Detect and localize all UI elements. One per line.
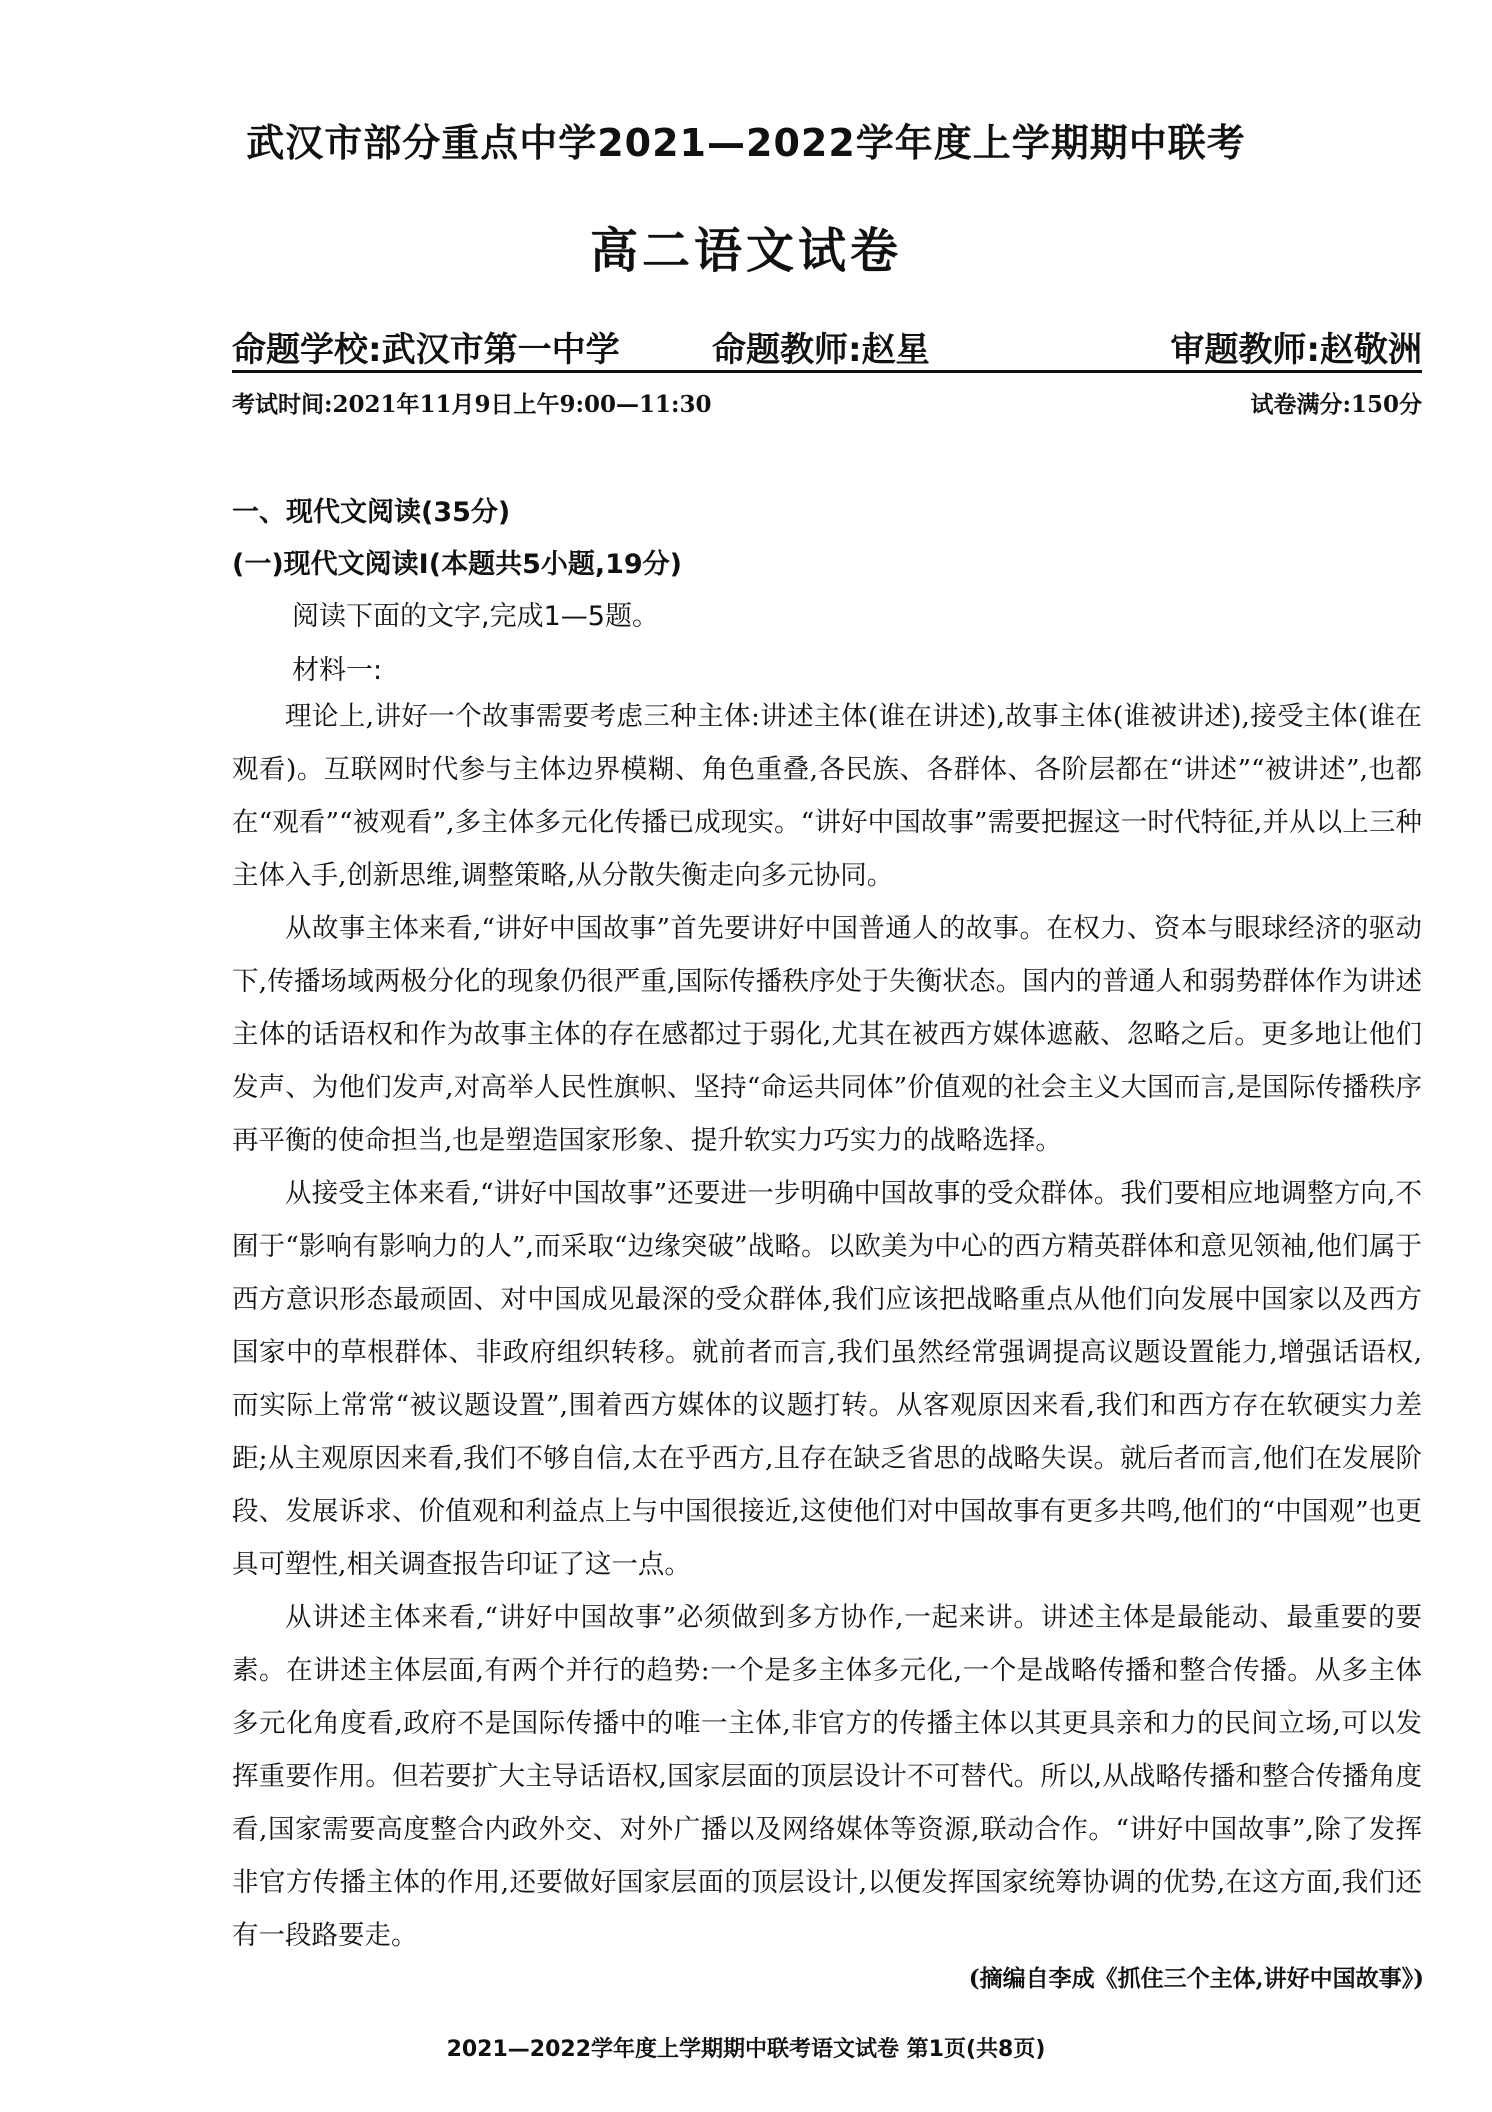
paragraph: 从讲述主体来看,“讲好中国故事”必须做到多方协作,一起来讲。讲述主体是最能动、最重要的要素。在讲述主体层面,有两个并行的趋势:一个是多主体多元化,一个是战略传播和整合传播。从多主体多元化角度看,政府不是国际传播中的唯一主体,非官方的传播主体以其更具亲和力的民间立场,可以发挥重要作用。但若要扩大主导话语权,国家层面的顶层设计不可替代。所以,从战略传播和整合传播角度看,国家需要高度整合内政外交、对外广播以及网络媒体等资源,联动合作。“讲好中国故事”,除了发挥非官方传播主体的作用,还要做好国家层面的顶层设计,以便发挥国家统筹协调的优势,在这方面,我们还有一段路要走。 [232,1602,1422,1951]
paragraph: 从接受主体来看,“讲好中国故事”还要进一步明确中国故事的受众群体。我们要相应地调整方向,不囿于“影响有影响力的人”,而采取“边缘突破”战略。以欧美为中心的西方精英群体和意见领袖,他们属于西方意识形态最顽固、对中国成见最深的受众群体,我们应该把战略重点从他们向发展中国家以及西方国家中的草根群体、非政府组织转移。就前者而言,我们虽然经常强调提高议题设置能力,增强话语权,而实际上常常“被议题设置”,围着西方媒体的议题打转。从客观原因来看,我们和西方存在软硬实力差距;从主观原因来看,我们不够自信,太在乎西方,且存在缺乏省思的战略失误。就后者而言,他们在发展阶段、发展诉求、价值观和利益点上与中国很接近,这使他们对中国故事有更多共鸣,他们的“中国观”也更具可塑性,相关调查报告印证了这一点。 [232,1178,1422,1580]
material-body [232,690,1422,1962]
exam-subtitle: 高二语文试卷 [589,223,902,279]
section-subheading: (一)现代文阅读Ⅰ(本题共5小题,19分) [232,549,683,580]
exam-title: 武汉市部分重点中学2021—2022学年度上学期期中联考 [246,121,1246,165]
full-score: 试卷满分:150分 [1250,391,1422,418]
paragraph: 从故事主体来看,“讲好中国故事”首先要讲好中国普通人的故事。在权力、资本与眼球经济的驱动下,传播场域两极分化的现象仍很严重,国际传播秩序处于失衡状态。国内的普通人和弱势群体作为讲述主体的话语权和作为故事主体的存在感都过于弱化,尤其在被西方媒体遮蔽、忽略之后。更多地让他们发声、为他们发声,对高举人民性旗帜、坚持“命运共同体”价值观的社会主义大国而言,是国际传播秩序再平衡的使命担当,也是塑造国家形象、提升软实力巧实力的战略选择。 [232,913,1422,1156]
source-citation: (摘编自李成《抓住三个主体,讲好中国故事》) [968,1965,1424,1992]
reading-instruction: 阅读下面的文字,完成1—5题。 [292,601,659,632]
material-label: 材料一: [292,655,383,686]
teacher-credit: 命题教师:赵星 [712,330,930,370]
section-heading: 一、现代文阅读(35分) [232,497,511,528]
reviewer-credit: 审题教师:赵敬洲 [1170,330,1422,370]
school-credit: 命题学校:武汉市第一中学 [232,330,620,370]
paragraph: 理论上,讲好一个故事需要考虑三种主体:讲述主体(谁在讲述),故事主体(谁被讲述),接受主体(谁在观看)。互联网时代参与主体边界模糊、角色重叠,各民族、各群体、各阶层都在“讲述”“被讲述”,也都在“观看”“被观看”,多主体多元化传播已成现实。“讲好中国故事”需要把握这一时代特征,并从以上三种主体入手,创新思维,调整策略,从分散失衡走向多元协同。 [232,701,1422,891]
exam-time: 考试时间:2021年11月9日上午9:00—11:30 [232,391,712,418]
page-footer: 2021—2022学年度上学期期中联考语文试卷 第1页(共8页) [446,2037,1046,2062]
credits-line [232,322,1422,373]
